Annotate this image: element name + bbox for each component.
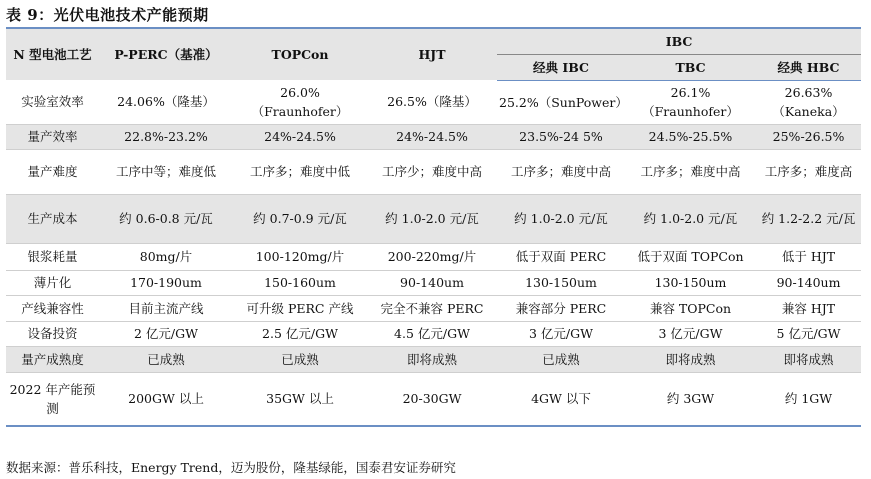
row-label: 量产难度 [6,149,99,194]
cell: 低于双面 PERC [497,243,625,270]
cell: 即将成熟 [625,346,756,372]
cell: 兼容 HJT [756,295,861,321]
cell: 完全不兼容 PERC [367,295,497,321]
cell: 约 3GW [666,391,715,407]
capacity-table [6,27,861,427]
header-p-perc: P-PERC（基准） [99,29,233,80]
cell: 20-30GW [402,391,462,407]
cell: 25%-26.5% [756,124,861,149]
cell: 即将成熟 [367,346,497,372]
cell: 130-150um [625,270,756,295]
cell: 170-190um [99,270,233,295]
cell: 130-150um [497,270,625,295]
header-process: N 型电池工艺 [6,29,99,80]
cell: 24%-24.5% [367,124,497,149]
cell: 23.5%-24 5% [497,124,625,149]
cell: 26.1%（Fraunhofer） [625,80,756,124]
table-row [6,321,861,346]
table-title: 表 9：光伏电池技术产能预期 [6,6,209,24]
cell: 约 0.6-0.8 元/瓦 [99,194,233,243]
cell: 24.06%（隆基） [99,80,233,124]
cell: 约 1.0-2.0 元/瓦 [367,194,497,243]
cell: 2 亿元/GW [99,321,233,346]
table-row [6,149,861,194]
cell: 低于 HJT [756,243,861,270]
cell: 已成熟 [99,346,233,372]
row-label: 量产成熟度 [6,346,99,372]
cell: 约 1.0-2.0 元/瓦 [625,194,756,243]
cell: 可升级 PERC 产线 [233,295,367,321]
cell: 工序多；难度中低 [233,149,367,194]
cell: 26.0%（Fraunhofer） [233,80,367,124]
table-row [6,372,861,425]
cell: 目前主流产线 [99,295,233,321]
cell: 工序多；难度中高 [497,149,625,194]
row-label: 2022 年产能预测 [9,381,96,416]
cell: 2.5 亿元/GW [233,321,367,346]
table-row [6,243,861,270]
row-label: 银浆耗量 [6,243,99,270]
header-classic-hbc: 经典 HBC [756,54,861,80]
cell: 约 1GW [784,391,833,407]
table-row [6,295,861,321]
cell: 90-140um [367,270,497,295]
cell: 已成熟 [233,346,367,372]
cell: 25.2%（SunPower） [497,80,625,124]
table-bottom-rule [6,425,861,427]
cell: 80mg/片 [99,243,233,270]
cell: 24%-24.5% [233,124,367,149]
cell: 约 1.2-2.2 元/瓦 [756,194,861,243]
cell: 35GW 以上 [266,391,334,407]
cell: 工序多；难度中高 [625,149,756,194]
cell: 26.5%（隆基） [367,80,497,124]
row-label: 生产成本 [6,194,99,243]
table-row [6,124,861,149]
header-hjt: HJT [367,29,497,80]
row-label: 设备投资 [6,321,99,346]
cell: 工序中等；难度低 [99,149,233,194]
data-source-note: 数据来源：普乐科技，Energy Trend，迈为股份，隆基绿能，国泰君安证券研究 [6,460,456,475]
cell: 兼容 TOPCon [625,295,756,321]
row-label: 薄片化 [6,270,99,295]
header-ibc-group: IBC [497,29,861,54]
header-topcon: TOPCon [233,29,367,80]
cell: 低于双面 TOPCon [625,243,756,270]
cell: 工序少；难度中高 [367,149,497,194]
cell: 即将成熟 [756,346,861,372]
cell: 3 亿元/GW [497,321,625,346]
cell: 100-120mg/片 [233,243,367,270]
table-row [6,194,861,243]
header-classic-ibc: 经典 IBC [497,54,625,80]
cell: 约 0.7-0.9 元/瓦 [233,194,367,243]
cell: 150-160um [233,270,367,295]
table-row [6,346,861,372]
cell: 工序多；难度高 [756,149,861,194]
cell: 4GW 以下 [531,391,591,407]
row-label: 产线兼容性 [6,295,99,321]
table-row [6,80,861,124]
cell: 兼容部分 PERC [497,295,625,321]
cell: 26.63%（Kaneka） [756,80,861,124]
row-label: 量产效率 [6,124,99,149]
cell: 已成熟 [497,346,625,372]
cell: 约 1.0-2.0 元/瓦 [497,194,625,243]
table-row [6,270,861,295]
cell: 3 亿元/GW [625,321,756,346]
cell: 22.8%-23.2% [99,124,233,149]
cell: 24.5%-25.5% [625,124,756,149]
row-label: 实验室效率 [6,80,99,124]
cell: 200GW 以上 [128,391,204,407]
header-tbc: TBC [625,54,756,80]
cell: 5 亿元/GW [756,321,861,346]
cell: 90-140um [756,270,861,295]
cell: 200-220mg/片 [367,243,497,270]
cell: 4.5 亿元/GW [367,321,497,346]
